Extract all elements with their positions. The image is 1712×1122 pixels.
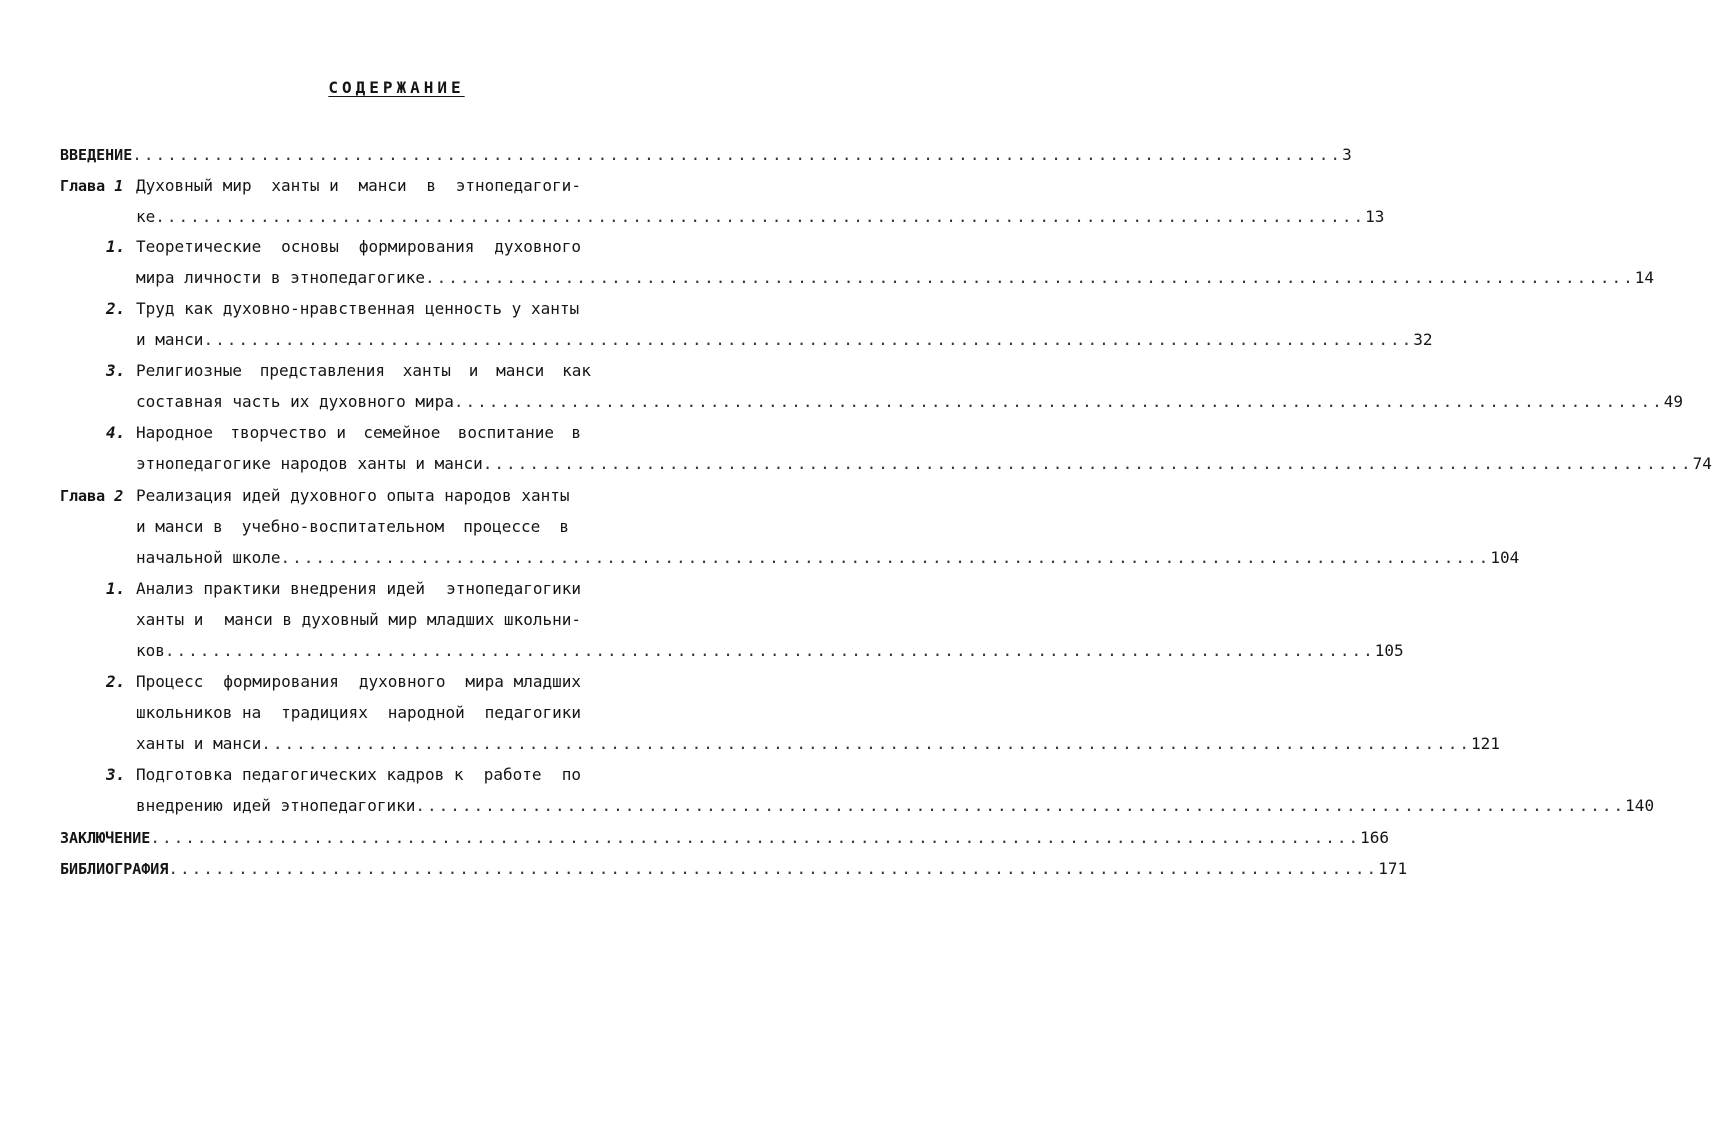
toc-entry-introduction — [0, 142, 1352, 168]
toc-section-2-1-line1 — [0, 576, 793, 602]
section-number: 1. — [106, 237, 126, 256]
toc-section-1-4-line2: этнопедагогике народов ханты и манси ........................................................................................................ 74 — [0, 451, 793, 477]
section-number: 3. — [106, 765, 126, 784]
toc-leader: ........................................................................................................ — [155, 207, 1366, 226]
toc-page-number: 32 — [1413, 330, 1433, 349]
toc-page-number: 105 — [1374, 641, 1404, 660]
toc-leader: ........................................................................................................ — [203, 330, 1414, 349]
section-number: 2. — [106, 672, 126, 691]
toc-chapter-1-line1 — [0, 173, 793, 199]
toc-page-number: 166 — [1360, 828, 1390, 847]
toc-section-1-4-line1 — [0, 420, 793, 446]
toc-page-number: 121 — [1471, 734, 1500, 753]
section-title: Подготовка педагогических кадров к работе по — [136, 765, 581, 784]
toc-leader: ........................................................................................................ — [453, 392, 1664, 411]
page-title: СОДЕРЖАНИЕ — [328, 78, 465, 97]
toc-leader: ........................................................................................................ — [424, 268, 1635, 287]
toc-chapter-1-line2: ке ........................................................................................................ 13 — [0, 204, 793, 230]
toc-section-1-3-line2: составная часть их духовного мира ........................................................................................................ 49 — [0, 389, 793, 415]
toc-leader: ........................................................................................................ — [132, 145, 1343, 164]
toc-chapter-2-line3: начальной школе ........................................................................................................ 104 — [0, 545, 793, 571]
toc-section-1-2-line2: и манси ........................................................................................................ 32 — [0, 327, 793, 353]
section-number: 3. — [106, 361, 126, 380]
section-title: Религиозные представления ханты и манси как — [136, 361, 591, 380]
chapter-label: Глава 2 — [60, 487, 124, 505]
chapter-title: Реализация идей духовного опыта народов ханты — [136, 486, 570, 505]
toc-page-number: 171 — [1378, 859, 1408, 878]
toc-section-1-3-line1 — [0, 358, 793, 384]
toc-leader: ........................................................................................................ — [280, 548, 1491, 567]
toc-page-number: 14 — [1634, 268, 1655, 287]
toc-section-1-1-line1 — [0, 234, 793, 260]
toc-label: ВВЕДЕНИЕ — [60, 146, 133, 164]
toc-section-2-1-line2: ханты и манси в духовный мир младших школьни- — [136, 610, 581, 629]
toc-section-2-1-line3: ков ........................................................................................................ 105 — [0, 638, 793, 664]
toc-page-number: 104 — [1490, 548, 1520, 567]
section-number: 2. — [106, 299, 126, 318]
chapter-label: Глава 1 — [60, 177, 124, 195]
toc-leader: ........................................................................................................ — [150, 828, 1361, 847]
toc-page-number: 49 — [1663, 392, 1683, 411]
toc-page-number: 13 — [1365, 207, 1385, 226]
toc-page-number: 140 — [1625, 796, 1655, 815]
toc-label: БИБЛИОГРАФИЯ — [60, 860, 169, 878]
section-number: 4. — [106, 423, 126, 442]
section-title: Теоретические основы формирования духовного — [136, 237, 581, 256]
chapter-title: Духовный мир ханты и манси в этнопедагоги- — [136, 176, 581, 195]
toc-section-2-3-line2: внедрению идей этнопедагогики ........................................................................................................ 140 — [0, 793, 793, 819]
toc-section-2-2-line3: ханты и манси ........................................................................................................ 121 — [0, 731, 793, 757]
toc-section-2-2-line2: школьников на традициях народной педагогики — [136, 703, 581, 722]
toc-leader: ........................................................................................................ — [415, 796, 1626, 815]
toc-section-2-3-line1 — [0, 762, 793, 788]
toc-leader: ........................................................................................................ — [261, 734, 1472, 753]
toc-label: ЗАКЛЮЧЕНИЕ — [60, 829, 151, 847]
toc-leader: ........................................................................................................ — [168, 859, 1379, 878]
toc-entry-bibliography — [0, 856, 1408, 882]
toc-leader: ........................................................................................................ — [164, 641, 1375, 660]
toc-page-number: 3 — [1342, 145, 1352, 164]
toc-section-1-2-line1 — [0, 296, 793, 322]
toc-chapter-2-line1 — [0, 483, 793, 509]
toc-leader: ........................................................................................................ — [482, 454, 1693, 473]
section-number: 1. — [106, 579, 126, 598]
toc-section-2-2-line1 — [0, 669, 793, 695]
section-title: Анализ практики внедрения идей этнопедагогики — [136, 579, 581, 598]
section-title: Труд как духовно-нравственная ценность у ханты — [136, 299, 580, 318]
toc-page-number: 74 — [1692, 454, 1712, 473]
toc-chapter-2-line2: и манси в учебно-воспитательном процессе в — [136, 517, 569, 536]
section-title: Народное творчество и семейное воспитание в — [136, 423, 581, 442]
section-title: Процесс формирования духовного мира младших — [136, 672, 581, 691]
toc-entry-conclusion — [0, 825, 1390, 851]
toc-section-1-1-line2: мира личности в этнопедагогике ........................................................................................................ 14 — [0, 265, 793, 291]
